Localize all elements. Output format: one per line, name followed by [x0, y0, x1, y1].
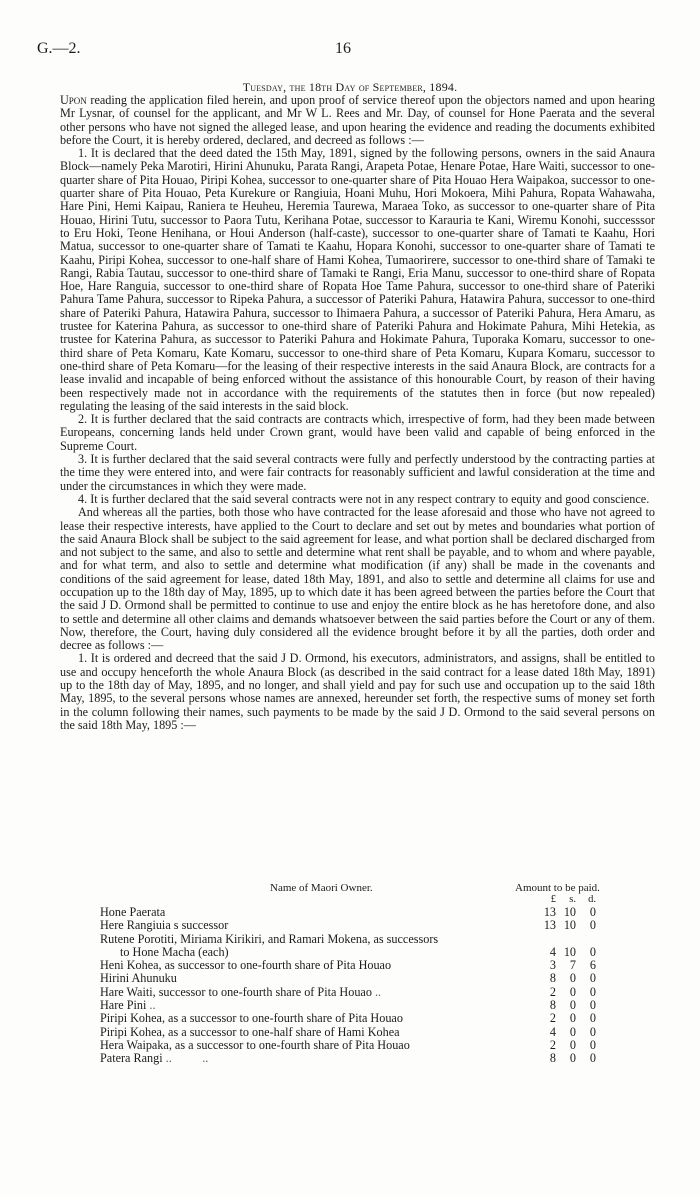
pounds-value: 4: [549, 944, 556, 959]
shillings-value: 0: [569, 998, 576, 1013]
leader-dots: .. ..: [165, 1051, 209, 1066]
pounds-value: 2: [549, 1037, 556, 1052]
payment-table: [60, 882, 655, 1066]
paragraph-declaration-3: 3. It is further declared that the said several contracts were fully and perfectly understood by the contracting parties at the time they were entered into, and were fair contracts for reasonably sufficient and lawful consideration at the time and under the circumstances in which they were made.: [60, 452, 655, 493]
owner-name-text: Hera Waipaka, as a successor to one-fourth share of Pita Houao: [100, 1037, 410, 1052]
pence-value: 0: [589, 905, 596, 919]
shillings-value: 10: [563, 944, 576, 959]
owner-name-text: Hirini Ahunuku: [100, 971, 177, 986]
leader-dots: ..: [374, 984, 382, 999]
table-row: [60, 999, 655, 1012]
owner-name: [60, 986, 490, 999]
shillings-value: 0: [569, 984, 576, 999]
pounds-value: 4: [549, 1024, 556, 1039]
pounds-value: 3: [549, 958, 556, 973]
table-row: [60, 1012, 655, 1025]
paragraph-order-1: 1. It is ordered and decreed that the said J D. Ormond, his executors, administrators, and assigns, shall be entitled to use and occupy henceforth the whole Anaura Block (as described in the said contract for a lease dated 18th May, 1891) up to the 18th day of May, 1895, and no longer, and shall yield and pay for such use and occupation up to the said 18th May, 1895, to the several persons whose names are annexed, hereunder set forth, the respective sums of money set forth in the column following their names, such payments to be made by the said J D. Ormond to the said several persons on the said 18th May, 1895 :—: [60, 651, 655, 732]
pence-value: 0: [589, 1051, 596, 1066]
table-row: [60, 933, 655, 946]
owner-name-text: Piripi Kohea, as a successor to one-half share of Hami Kohea: [100, 1024, 400, 1039]
name-column-header: Name of Maori Owner.: [270, 882, 373, 894]
shillings-value: 10: [563, 918, 576, 933]
owner-name-text: Here Rangiuia s successor: [100, 918, 229, 933]
paragraph-declaration-2: 2. It is further declared that the said contracts are contracts which, irrespective of form, had they been made between Europeans, concerning lands held under Crown grant, would have been valid and capable of being enforced in the Supreme Court.: [60, 412, 655, 453]
pounds-value: 2: [549, 1011, 556, 1026]
table-row: [60, 1039, 655, 1052]
owner-name: [60, 1052, 490, 1065]
pounds-value: 8: [549, 998, 556, 1013]
paragraph-whereas: And whereas all the parties, both those who have contracted for the lease aforesaid and those who have not agreed to lease their respective interests, have applied to the Court to declare and set out by metes and boundaries what portion of the said Anaura Block shall be subject to the said agreement for lease, and what portion shall be declared discharged from and not subject to the same, and also to settle and determine what rent shall be payable, and to whom and where payable, and for what term, and also to settle and determine what modification (if any) shall be made in the covenants and conditions of the said agreement for lease, dated 18th May, 1891, and also to settle and determine all claims for use and occupation up to the 18th day of May, 1895, up to which date it has been agreed between the parties before the Court that the said J D. Ormond shall be permitted to continue to use and enjoy the entire block as he has heretofore done, and also to settle and determine all other claims and demands whatsoever between the said parties before the Court or any of them. Now, therefore, the Court, having duly considered all the evidence brought before it by all the parties, doth order and decree as follows :—: [60, 505, 655, 653]
owner-name: [60, 1026, 490, 1039]
table-row: [60, 986, 655, 999]
owner-name-text: Hone Paerata: [100, 905, 166, 919]
owner-name-text: to Hone Macha (each): [120, 944, 229, 959]
owner-name: [60, 959, 490, 972]
shillings-value: 0: [569, 1051, 576, 1066]
pence-value: 6: [589, 958, 596, 973]
shillings-value: 0: [569, 1037, 576, 1052]
leader-dots: ..: [149, 998, 156, 1013]
pounds-value: 2: [549, 984, 556, 999]
intro-paragraph: [60, 94, 655, 147]
shillings-value: 0: [569, 1024, 576, 1039]
pence-unit: d.: [588, 894, 596, 905]
paragraph-declaration-1: 1. It is declared that the deed dated the 15th May, 1891, signed by the following persons, owners in the said Anaura Block—namely Peka Marotiri, Hirini Ahunuku, Parata Rangi, Arapeta Potae, Henare Potae, Hare Waiti, successor to one-quarter share of Pita Houao, Piripi Kohea, successor to one-quarter share of Pita Houao Hera Waipakoa, successor to one-quarter share of Pita Houao, Peta Kurekure or Rangiuia, Hoani Muhu, Hori Mokoera, Mihi Pahura, Ropata Wahawaha, Hare Pini, Hemi Kaipau, Raniera te Heuheu, Heremia Taurewa, Maraea Toko, as successor to one-quarter share of Pita Houao, Hirini Tutu, successor to Paora Tutu, Kerihana Potae, successor to Karauria te Kani, Wiremu Konohi, successsor to Eru Hoki, Teone Henihana, or Houi Anderson (half-caste), successor to one-quarter share of Tamati te Kaahu, Hori Matua, successor to one-quarter share of Tamati te Kaahu, Hopara Konohi, successor to one-quarter share of Tamati te Kaahu, Piripi Kohea, successor to one-half share of Hami Kohea, Tumaorirere, successor to one-third share of Tamaki te Rangi, Rabia Tautau, successor to one-third share of Tamaki te Rangi, Eria Manu, successor to one-third share of Ropata Hoe, Hare Ranguia, successor to one-third share of Ropata Hoe Tame Pahura, successor to one-third share of Pateriki Pahura Tame Pahura, successor to Ripeka Pahura, a successor of Pateriki Pahura, Hatawira Pahura, successor to one-third share of Pateriki Pahura, Hatawira Pahura, successor to Ihimaera Pahura, a successor of Pateriki Pahura, Hera Amaru, as trustee for Katerina Pahura, as successor to one-third share of Pateriki Pahura and Hokimate Pahura, Mihi Hetekia, as trustee for Katerina Pahura, as successor to Pateriki Pahura and Hokimate Pahura, Tuporaka Komaru, successor to one-third share of Peta Komaru, Kate Komaru, successor to one-third share of Peta Komaru, Kupara Komaru, successor to one-third share of Peta Komaru—for the leasing of their respective interests in the said Anaura Block, are contracts for a lease invalid and incapable of being enforced without the assistance of this honourable Court, by reason of their having been respectively made not in accordance with the requirements of the statutes then in force (but now repealed) regulating the leasing of the said interests in the said block.: [60, 146, 655, 413]
pence-value: 0: [589, 1024, 596, 1039]
shillings-unit: s.: [569, 894, 576, 905]
parliamentary-paper-ref: G.—2.: [37, 40, 81, 57]
date-heading: Tuesday, the 18th Day of September, 1894.: [242, 80, 458, 94]
table-row: [60, 1052, 655, 1065]
paragraph-declaration-4: 4. It is further declared that the said several contracts were not in any respect contrary to equity and good conscience.: [78, 491, 650, 506]
page-number: 16: [335, 40, 351, 57]
owner-name: [60, 919, 490, 932]
owner-name-text: Patera Rangi: [100, 1051, 163, 1066]
shillings-value: 7: [569, 958, 576, 973]
pounds-unit: £: [550, 894, 556, 905]
shillings-value: 0: [569, 971, 576, 986]
amount-column-header: Amount to be paid.: [515, 882, 600, 894]
table-row: [60, 1026, 655, 1039]
owner-name-text: Piripi Kohea, as a successor to one-fourth share of Pita Houao: [100, 1011, 403, 1026]
pence-value: 0: [589, 1037, 596, 1052]
intro-text: reading the application filed herein, and upon proof of service thereof upon the objectors named and upon hearing Mr Lysnar, of counsel for the applicant, and Mr W L. Rees and Mr. Day, of counsel for Hone Paerata and the several other persons who have not signed the alleged lease, and upon hearing the evidence and reading the documents exhibited before the Court, it is hereby ordered, declared, and decreed as follows :—: [60, 93, 655, 147]
table-rows: [60, 906, 655, 1066]
owner-name-text: Heni Kohea, as successor to one-fourth share of Pita Houao: [100, 958, 392, 973]
owner-name-text: Rutene Porotiti, Miriama Kirikiri, and Ramari Mokena, as successors: [100, 931, 439, 946]
pounds-value: 13: [543, 905, 556, 919]
table-row: [60, 906, 655, 919]
owner-name-text: Hare Pini: [100, 998, 147, 1013]
owner-name: [60, 999, 490, 1012]
table-row: [60, 919, 655, 932]
shillings-value: 0: [569, 1011, 576, 1026]
pence-value: 0: [589, 918, 596, 933]
owner-name: [60, 933, 490, 946]
owner-name: [60, 946, 510, 959]
owner-name: [60, 1039, 490, 1052]
table-row: [60, 959, 655, 972]
pounds-value: 13: [543, 918, 556, 933]
pence-value: 0: [589, 971, 596, 986]
owner-name: [60, 906, 490, 919]
pence-value: 0: [589, 984, 596, 999]
body-text: [60, 94, 655, 732]
table-row: [60, 972, 655, 985]
owner-name: [60, 972, 490, 985]
pence-value: 0: [589, 944, 596, 959]
pence-value: 0: [589, 998, 596, 1013]
pence-value: 0: [589, 1011, 596, 1026]
intro-word: Upon: [60, 93, 87, 107]
pounds-value: 8: [549, 971, 556, 986]
shillings-value: 10: [563, 905, 576, 919]
owner-name-text: Hare Waiti, successor to one-fourth share of Pita Houao: [100, 984, 372, 999]
table-row: [60, 946, 655, 959]
pounds-value: 8: [549, 1051, 556, 1066]
owner-name: [60, 1012, 490, 1025]
